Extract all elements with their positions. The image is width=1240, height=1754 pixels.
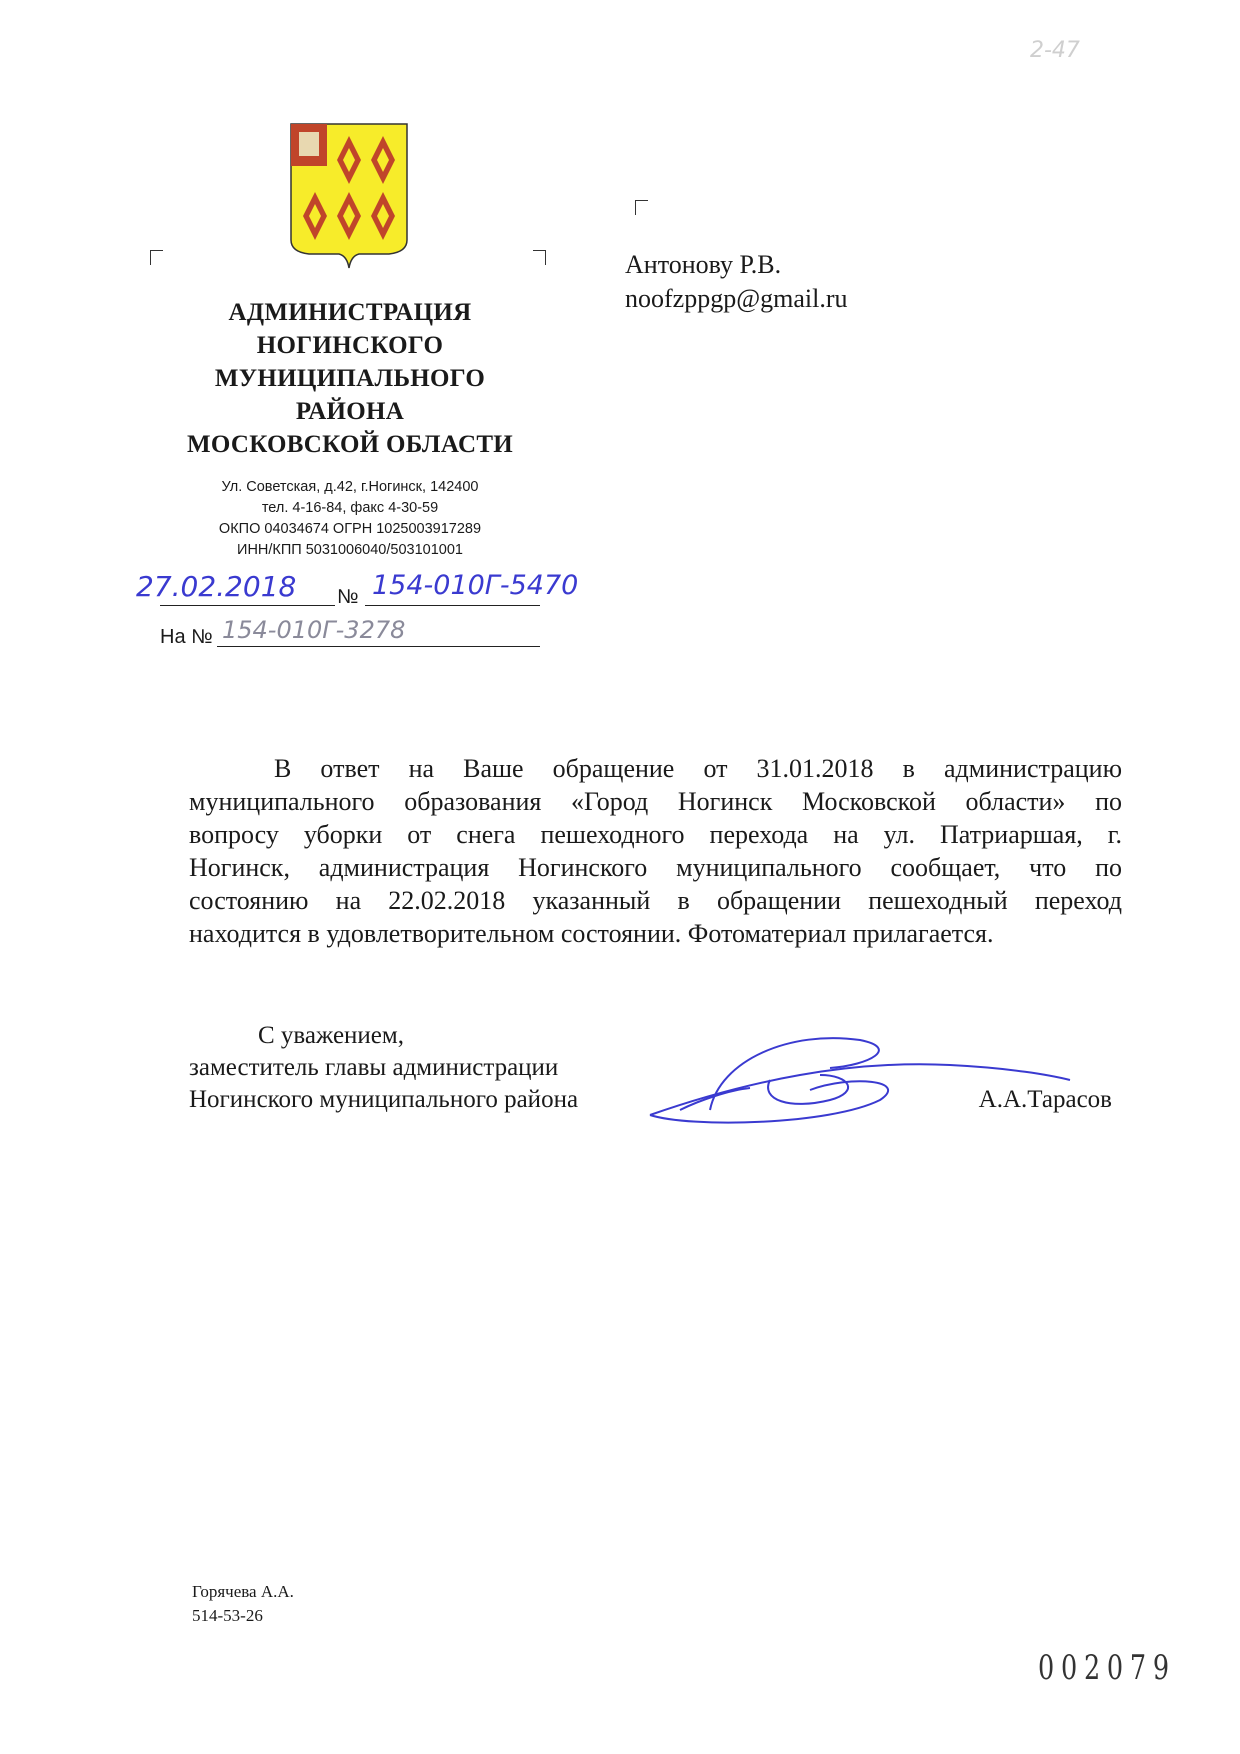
body-line: Ногинск, администрация Ногинского муниципального сообщает, что по xyxy=(189,853,1122,882)
addressee-name: Антонову Р.В. xyxy=(625,250,782,279)
number-label: № xyxy=(337,586,359,608)
closing-greeting: С уважением, xyxy=(258,1022,404,1049)
signer-position-line2: Ногинского муниципального района xyxy=(189,1086,579,1113)
organization-name xyxy=(150,296,550,461)
org-line: МОСКОВСКОЙ ОБЛАСТИ xyxy=(186,431,514,458)
body-line: находится в удовлетворительном состоянии. Фотоматериал прилагается. xyxy=(189,919,994,948)
body-line: муниципального образования «Город Ногинск Московской области» по xyxy=(189,787,1122,816)
outgoing-number: 154-010Г-5470 xyxy=(372,570,579,601)
date-underline xyxy=(160,605,335,606)
handwritten-signature xyxy=(630,1020,1080,1130)
signer-name: А.А.Тарасов xyxy=(978,1086,1112,1113)
reference-label: На № xyxy=(160,626,213,648)
reference-underline xyxy=(217,646,540,647)
letter-body xyxy=(189,752,1122,950)
corner-mark-top-left xyxy=(150,250,163,265)
pencil-note: 2-47 xyxy=(1030,38,1080,63)
outgoing-date: 27.02.2018 xyxy=(136,570,297,603)
body-line: В ответ на Ваше обращение от 31.01.2018 в администрацию xyxy=(274,754,1122,783)
org-line: АДМИНИСТРАЦИЯ xyxy=(228,299,472,326)
corner-mark-top-right xyxy=(533,250,546,265)
body-line: состоянию на 22.02.2018 указанный в обращении пешеходный переход xyxy=(189,886,1122,915)
address-line: Ул. Советская, д.42, г.Ногинск, 142400 xyxy=(221,479,479,495)
document-serial-number: 002079 xyxy=(1038,1648,1176,1688)
executor-name: Горячева А.А. xyxy=(192,1582,294,1601)
executor-phone: 514-53-26 xyxy=(192,1606,263,1625)
body-line: вопросу уборки от снега пешеходного перехода на ул. Патриаршая, г. xyxy=(189,820,1122,849)
number-underline xyxy=(365,605,540,606)
org-line: НОГИНСКОГО xyxy=(256,332,444,359)
org-line: РАЙОНА xyxy=(295,398,405,425)
address-line: тел. 4-16-84, факс 4-30-59 xyxy=(261,500,439,516)
coat-of-arms-emblem xyxy=(289,122,409,272)
addressee-email: noofzppgp@gmail.ru xyxy=(625,284,848,313)
org-line: МУНИЦИПАЛЬНОГО xyxy=(214,365,486,392)
reference-number: 154-010Г-3278 xyxy=(222,616,406,644)
address-line: ИНН/КПП 5031006040/503101001 xyxy=(237,542,463,558)
address-line: ОКПО 04034674 ОГРН 1025003917289 xyxy=(218,521,482,537)
corner-mark-addressee xyxy=(635,200,648,215)
organization-address xyxy=(150,477,550,561)
signer-position-line1: заместитель главы администрации xyxy=(189,1054,559,1081)
